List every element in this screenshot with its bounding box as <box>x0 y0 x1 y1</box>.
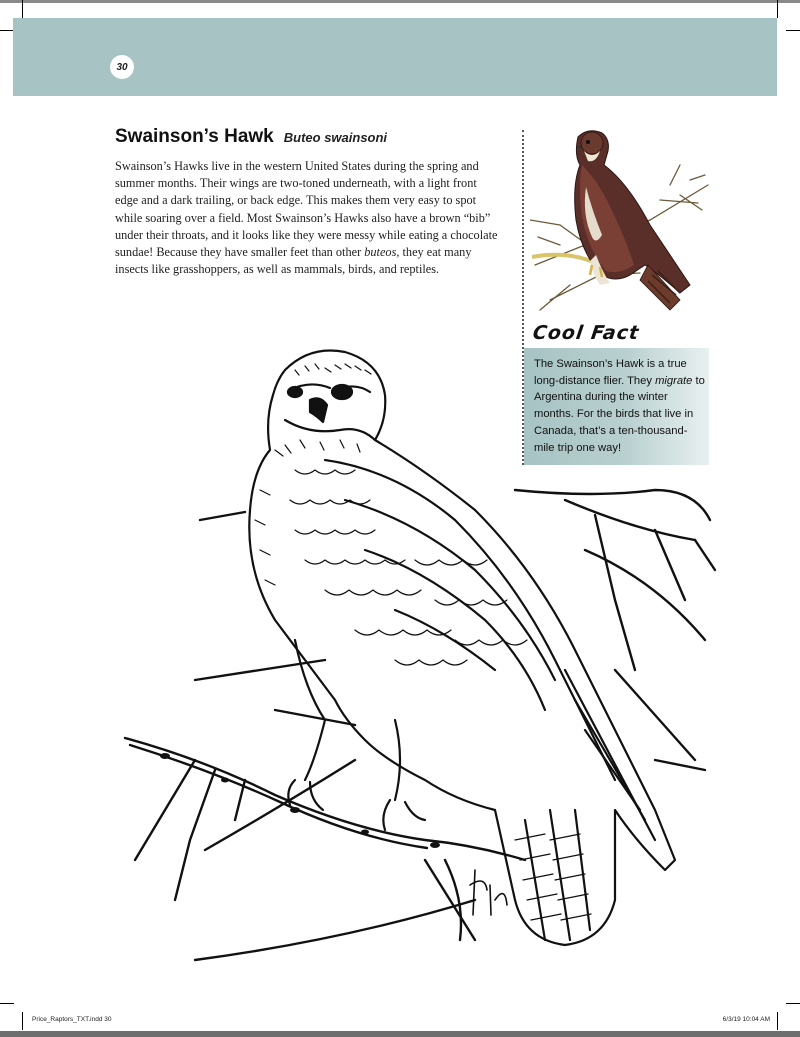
crop-mark <box>22 0 23 18</box>
hawk-outline <box>249 350 675 945</box>
page-top-border <box>0 0 800 3</box>
fact-italic-term: migrate <box>655 374 693 387</box>
crop-mark <box>786 1003 800 1004</box>
body-italic-term: buteos <box>364 245 397 260</box>
crop-mark <box>0 30 14 31</box>
article-title-row <box>115 126 387 148</box>
body-text-segment: Swainson’s Hawks live in the western United States during the spring and summer months. Their wings are two-toned underneath, with a light front edge and a dark trailing, or back edge. This makes them very easy to spot while soaring over a field. Most Swainson’s Hawks also have a brown “bib” under their throats, and it looks like they were messy while eating a chocolate sundae! Because they have smaller feet than other <box>115 159 498 260</box>
branch-lines <box>125 490 715 960</box>
scientific-name: Buteo swainsoni <box>283 130 388 145</box>
page-number: 30 <box>110 55 134 79</box>
crop-mark <box>777 1012 778 1030</box>
body-paragraph <box>115 158 500 278</box>
body-text-segment: , they eat many insects like grasshoppers, as well as mammals, birds, and reptiles. <box>115 245 472 277</box>
feather-detail-lines <box>255 364 591 920</box>
fact-text-segment: to Argentina during the winter months. For the birds that live in Canada, that’s a ten-thousand-mile trip one way! <box>534 374 705 454</box>
article-body <box>115 158 500 278</box>
slug-line-left: Price_Raptors_TXT.indd 30 <box>32 1016 112 1023</box>
hawk-color-illustration <box>530 125 710 315</box>
slug-line-right: 6/3/19 10:04 AM <box>722 1016 770 1023</box>
crop-mark <box>0 1003 14 1004</box>
fact-text-segment: The Swainson’s Hawk is a true long-distance flier. They <box>534 358 687 387</box>
crop-mark <box>777 0 778 18</box>
fact-heading: Cool Fact <box>531 322 641 344</box>
crop-mark <box>786 30 800 31</box>
crop-mark <box>22 1012 23 1030</box>
hawk-line-art <box>95 340 720 980</box>
page-bottom-border <box>0 1031 800 1037</box>
article-title: Swainson’s Hawk <box>115 126 274 147</box>
